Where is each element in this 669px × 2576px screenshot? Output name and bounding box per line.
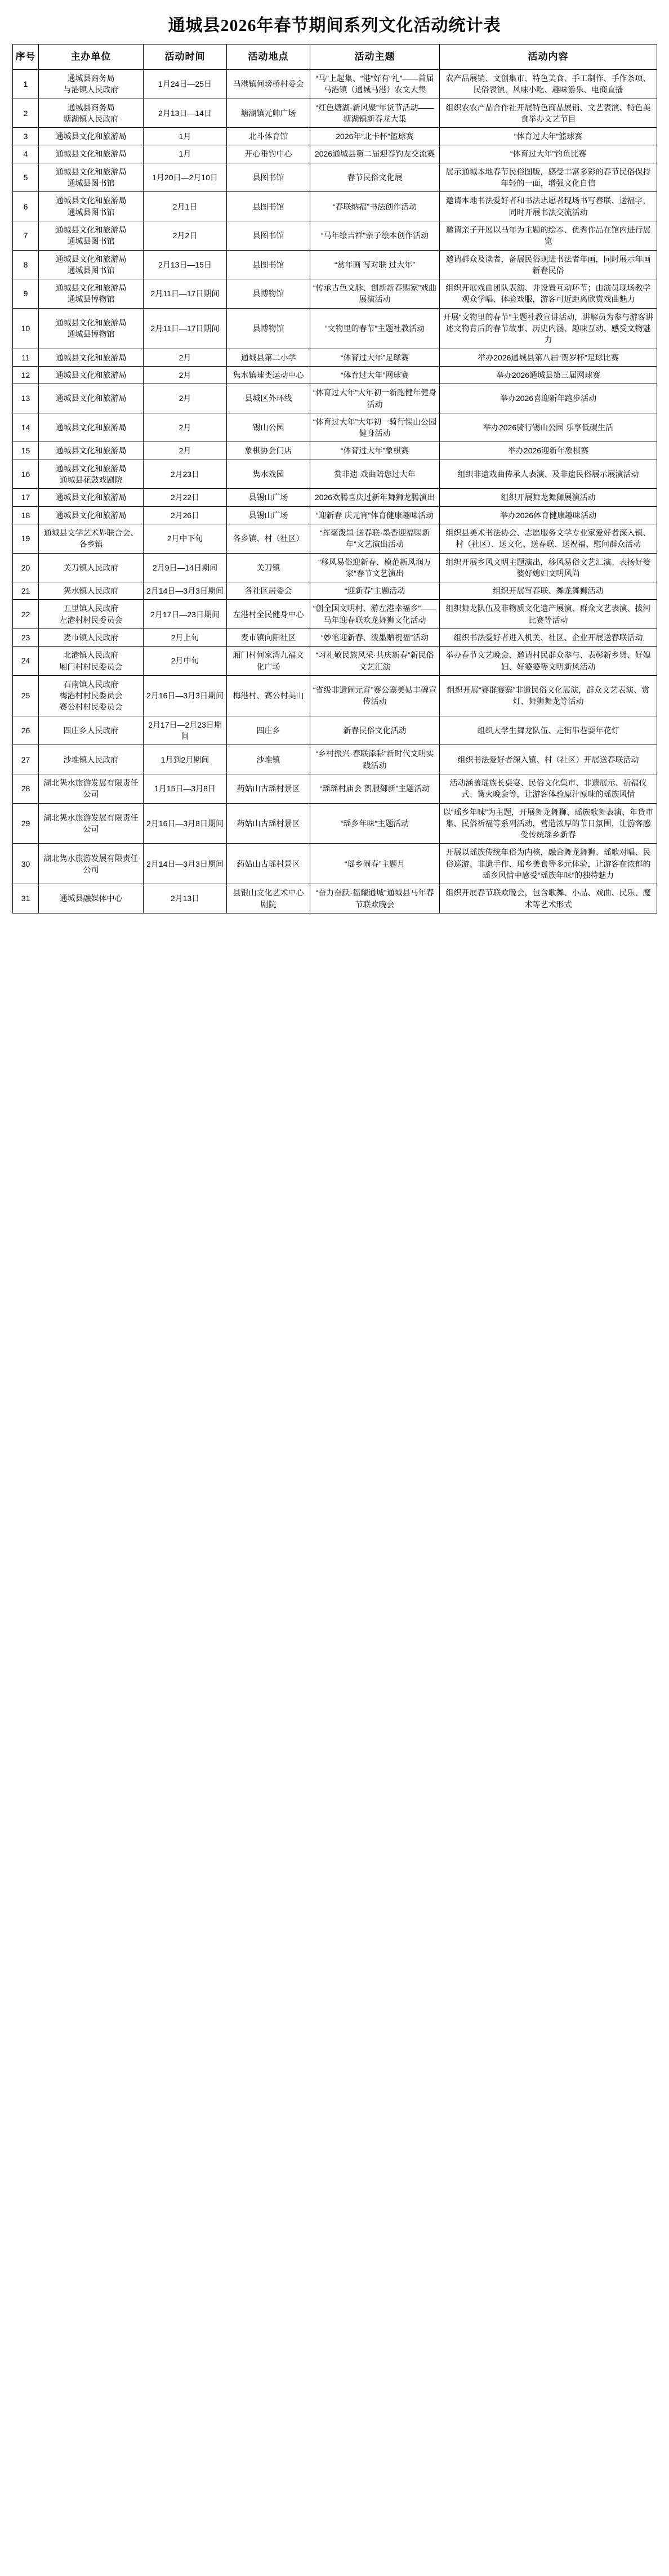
cell-place: 县博物馆 <box>227 308 310 349</box>
cell-time: 2月 <box>144 366 227 384</box>
cell-content: 组织大学生舞龙队伍、走街串巷耍年花灯 <box>440 716 657 745</box>
cell-theme: 2026通城县第二届迎春钓友交流赛 <box>310 145 440 163</box>
cell-organizer: 湖北隽水旅游发展有限责任公司 <box>39 803 144 844</box>
cell-place: 县锡山广场 <box>227 489 310 506</box>
cell-time: 2月14日—3月3日期间 <box>144 582 227 600</box>
cell-index: 14 <box>13 413 39 442</box>
cell-time: 2月13日—15日 <box>144 250 227 279</box>
cell-organizer: 湖北隽水旅游发展有限责任公司 <box>39 774 144 803</box>
table-row <box>13 524 657 553</box>
table-row <box>13 349 657 366</box>
cell-time: 2月中旬 <box>144 647 227 676</box>
table-row <box>13 70 657 99</box>
cell-index: 8 <box>13 250 39 279</box>
cell-index: 31 <box>13 884 39 913</box>
cell-content: “体育过大年”钓鱼比赛 <box>440 145 657 163</box>
cell-theme: “体育过大年”足球赛 <box>310 349 440 366</box>
cell-theme: “创全国文明村、游左港幸福乡”——马年迎春联欢龙舞狮文化活动 <box>310 600 440 629</box>
cell-place: 各乡镇、村（社区） <box>227 524 310 553</box>
cell-time: 2月2日 <box>144 221 227 250</box>
column-header-content: 活动内容 <box>440 44 657 70</box>
cell-place: 县图书馆 <box>227 163 310 192</box>
cell-organizer: 隽水镇人民政府 <box>39 582 144 600</box>
cell-theme: “乡村振兴·春联添彩”新时代文明实践活动 <box>310 745 440 774</box>
table-body <box>13 70 657 913</box>
table-row <box>13 413 657 442</box>
cell-time: 2月26日 <box>144 506 227 524</box>
cell-content: 邀请群众及读者，备展民俗现进书法者年画，同时展示年画新春民俗 <box>440 250 657 279</box>
cell-place: 北斗体育馆 <box>227 128 310 145</box>
cell-index: 23 <box>13 629 39 646</box>
cell-place: 关刀镇 <box>227 553 310 582</box>
cell-index: 27 <box>13 745 39 774</box>
cell-theme: “挥毫泼墨 送春联·墨香迎福赐新年”文艺演出活动 <box>310 524 440 553</box>
cell-time: 2月11日—17日期间 <box>144 279 227 309</box>
cell-content: 组织书法爱好者进入机关、社区、企业开展送春联活动 <box>440 629 657 646</box>
cell-content: 举办2026骑行锡山公园 乐享低碳生活 <box>440 413 657 442</box>
cell-time: 1月到2月期间 <box>144 745 227 774</box>
cell-time: 1月24日—25日 <box>144 70 227 99</box>
table-row <box>13 163 657 192</box>
cell-content: 组织开展春节联欢晚会，包含歌舞、小品、戏曲、民乐、魔术等艺术形式 <box>440 884 657 913</box>
cell-index: 7 <box>13 221 39 250</box>
table-row <box>13 716 657 745</box>
cell-theme: “奋力奋跃·福耀通城”通城县马年春节联欢晚会 <box>310 884 440 913</box>
cell-index: 2 <box>13 99 39 128</box>
cell-theme: “马”上起集、“港”好有“礼”——首届马港镇（通城马港）农文大集 <box>310 70 440 99</box>
table-header-row <box>13 44 657 70</box>
table-row <box>13 145 657 163</box>
cell-index: 11 <box>13 349 39 366</box>
table-row <box>13 221 657 250</box>
cell-index: 22 <box>13 600 39 629</box>
cell-organizer: 通城县文化和旅游局 <box>39 506 144 524</box>
cell-organizer: 麦市镇人民政府 <box>39 629 144 646</box>
cell-index: 30 <box>13 844 39 884</box>
table-row <box>13 647 657 676</box>
cell-organizer: 北港镇人民政府 厢门村村民委员会 <box>39 647 144 676</box>
cell-theme: “瑶乡闹春”主题月 <box>310 844 440 884</box>
cell-place: 四庄乡 <box>227 716 310 745</box>
cell-organizer: 通城县文化和旅游局 <box>39 489 144 506</box>
cell-organizer: 通城县商务局 与港镇人民政府 <box>39 70 144 99</box>
cell-index: 25 <box>13 675 39 716</box>
cell-theme: “妙笔迎新春、泼墨赠祝福”活动 <box>310 629 440 646</box>
cell-index: 18 <box>13 506 39 524</box>
cell-index: 16 <box>13 460 39 489</box>
cell-organizer: 通城县文化和旅游局 通城县博物馆 <box>39 308 144 349</box>
cell-organizer: 通城县文化和旅游局 通城县花鼓戏剧院 <box>39 460 144 489</box>
cell-organizer: 通城县商务局 塘湖镇人民政府 <box>39 99 144 128</box>
cell-index: 29 <box>13 803 39 844</box>
cell-theme: 春节民俗文化展 <box>310 163 440 192</box>
cell-time: 2月1日 <box>144 192 227 221</box>
cell-theme: “瑶乡年味”主题活动 <box>310 803 440 844</box>
cell-theme: 赏非遗·戏曲陪您过大年 <box>310 460 440 489</box>
table-row <box>13 489 657 506</box>
cell-content: 以“瑶乡年味”为主题，开展舞龙舞狮、瑶族歌舞表演、年货市集、民俗祈福等系列活动，营造浓厚的节日氛围，让游客感受传统瑶乡新春 <box>440 803 657 844</box>
table-row <box>13 192 657 221</box>
cell-content: 举办2026通城县第八届“贺岁杯”足球比赛 <box>440 349 657 366</box>
cell-organizer: 通城县文化和旅游局 通城县图书馆 <box>39 221 144 250</box>
cell-index: 12 <box>13 366 39 384</box>
table-row <box>13 774 657 803</box>
cell-time: 2月23日 <box>144 460 227 489</box>
cell-time: 2月 <box>144 349 227 366</box>
cell-time: 1月20日—2月10日 <box>144 163 227 192</box>
table-row <box>13 128 657 145</box>
cell-theme: “移风易俗迎新春、模范新风润万家”春节文艺演出 <box>310 553 440 582</box>
cell-theme: “迎新春 庆元宵”体育健康趣味活动 <box>310 506 440 524</box>
cell-theme: “瑶瑶村庙会 贺服御新”主题活动 <box>310 774 440 803</box>
cell-time: 2月9日—14日期间 <box>144 553 227 582</box>
cell-place: 县图书馆 <box>227 192 310 221</box>
column-header-index: 序号 <box>13 44 39 70</box>
cell-content: 开展以瑶族传统年俗为内核，融合舞龙舞狮、瑶歌对唱、民俗巡游、非遗手作、瑶乡美食等多元体验，让游客在浓郁的瑶乡风情中感受“瑶族年味”的独特魅力 <box>440 844 657 884</box>
cell-content: 开展“文物里的春节”主题社教宣讲活动，讲解员为参与游客讲述文物背后的春节故事、历史内涵、趣味互动、感受文物魅力 <box>440 308 657 349</box>
cell-index: 28 <box>13 774 39 803</box>
cell-organizer: 通城县文化和旅游局 通城县图书馆 <box>39 163 144 192</box>
cell-theme: “马年绘吉祥”亲子绘本创作活动 <box>310 221 440 250</box>
table-row <box>13 250 657 279</box>
cell-place: 药姑山古瑶村景区 <box>227 844 310 884</box>
cell-theme: “春联纳福”书法创作活动 <box>310 192 440 221</box>
column-header-time: 活动时间 <box>144 44 227 70</box>
cell-content: 组织书法爱好者深入镇、村（社区）开展送春联活动 <box>440 745 657 774</box>
cell-content: 举办2026体育健康趣味活动 <box>440 506 657 524</box>
cell-index: 9 <box>13 279 39 309</box>
cell-content: 组织开展舞龙舞狮展演活动 <box>440 489 657 506</box>
cell-content: 举办春节文艺晚会、邀请村民群众参与、表彰新乡贤、好媳妇、好婆婆等文明新风活动 <box>440 647 657 676</box>
page-title: 通城县2026年春节期间系列文化活动统计表 <box>168 16 501 35</box>
cell-time: 1月 <box>144 145 227 163</box>
cell-organizer: 四庄乡人民政府 <box>39 716 144 745</box>
cell-time: 2月16日—3月3日期间 <box>144 675 227 716</box>
table-row <box>13 366 657 384</box>
cell-organizer: 通城县文化和旅游局 通城县图书馆 <box>39 192 144 221</box>
cell-place: 沙堆镇 <box>227 745 310 774</box>
cell-organizer: 通城县文化和旅游局 <box>39 413 144 442</box>
cell-index: 10 <box>13 308 39 349</box>
cell-theme: “赏年画 写对联 过大年” <box>310 250 440 279</box>
cell-content: 组织舞龙队伍及非物质文化遗产展演、群众文艺表演、拔河比赛等活动 <box>440 600 657 629</box>
cell-content: 组织开展“赛群赛寨”非遗民俗文化展演，群众文艺表演、赏灯、舞狮舞龙等活动 <box>440 675 657 716</box>
table-row <box>13 582 657 600</box>
cell-index: 24 <box>13 647 39 676</box>
cell-content: 组织农农产品合作社开展特色商品展销、文艺表演、特色美食举办文艺节目 <box>440 99 657 128</box>
cell-theme: “迎新春”主题活动 <box>310 582 440 600</box>
cell-index: 17 <box>13 489 39 506</box>
cell-content: 举办2026通城县第三届网球赛 <box>440 366 657 384</box>
cell-index: 13 <box>13 384 39 413</box>
cell-place: 锡山公园 <box>227 413 310 442</box>
cell-place: 象棋协会门店 <box>227 442 310 460</box>
cell-index: 26 <box>13 716 39 745</box>
cell-content: 举办2026喜迎新年跑步活动 <box>440 384 657 413</box>
cell-place: 县图书馆 <box>227 221 310 250</box>
table-row <box>13 884 657 913</box>
cell-place: 隽水戏园 <box>227 460 310 489</box>
cell-content: 举办2026迎新年象棋赛 <box>440 442 657 460</box>
cell-time: 1月15日—3月8日 <box>144 774 227 803</box>
cell-place: 厢门村何家湾九福文化广场 <box>227 647 310 676</box>
cell-theme: “体育过大年”大年初一骑行锡山公园健身活动 <box>310 413 440 442</box>
cell-place: 塘湖镇元帅广场 <box>227 99 310 128</box>
cell-theme: “省级非遗闹元宵”赛公寨美姑丰碑宣传活动 <box>310 675 440 716</box>
cell-time: 2月 <box>144 442 227 460</box>
cell-organizer: 湖北隽水旅游发展有限责任公司 <box>39 844 144 884</box>
table-row <box>13 629 657 646</box>
table-row <box>13 553 657 582</box>
cell-content: 展示通城本地春节民俗图版，感受丰富多彩的春节民俗保持年轻的一面，增强文化自信 <box>440 163 657 192</box>
cell-theme: “体育过大年”网球赛 <box>310 366 440 384</box>
cell-organizer: 沙堆镇人民政府 <box>39 745 144 774</box>
cell-place: 通城县第二小学 <box>227 349 310 366</box>
cell-place: 县银山文化艺术中心剧院 <box>227 884 310 913</box>
cell-index: 1 <box>13 70 39 99</box>
cell-time: 1月 <box>144 128 227 145</box>
table-row <box>13 279 657 309</box>
cell-organizer: 通城县文化和旅游局 <box>39 366 144 384</box>
cell-theme: “体育过大年”大年初一新跑健年健身活动 <box>310 384 440 413</box>
table-row <box>13 460 657 489</box>
table-row <box>13 803 657 844</box>
cell-organizer: 石南镇人民政府 梅港村村民委员会 赛公村村民委员会 <box>39 675 144 716</box>
cell-content: 组织县美术书法协会、志愿服务文学专业家爱好者深入镇、村（社区）、送文化、送春联、送祝福、慰问群众活动 <box>440 524 657 553</box>
column-header-place: 活动地点 <box>227 44 310 70</box>
cell-place: 县博物馆 <box>227 279 310 309</box>
cell-place: 隽水镇球类运动中心 <box>227 366 310 384</box>
cell-index: 3 <box>13 128 39 145</box>
cell-content: 组织开展乡风文明主题演出，移风易俗文艺汇演、表扬好婆婆好媳妇文明风尚 <box>440 553 657 582</box>
cell-time: 2月上旬 <box>144 629 227 646</box>
cell-organizer: 通城县文学艺术界联合会、各乡镇 <box>39 524 144 553</box>
document-page <box>0 0 669 930</box>
table-row <box>13 675 657 716</box>
cell-organizer: 通城县文化和旅游局 <box>39 145 144 163</box>
cell-content: 邀请本地书法爱好者和书法志愿者现场书写春联、送福字，同时开展书法交流活动 <box>440 192 657 221</box>
table-row <box>13 99 657 128</box>
table-row <box>13 308 657 349</box>
cell-time: 2月16日—3月8日期间 <box>144 803 227 844</box>
cell-organizer: 五里镇人民政府 左港村村民委员会 <box>39 600 144 629</box>
cell-place: 县图书馆 <box>227 250 310 279</box>
cell-place: 各社区居委会 <box>227 582 310 600</box>
cell-time: 2月14日—3月3日期间 <box>144 844 227 884</box>
cell-theme: “传承古色文脉、创新新春赐家”戏曲展演活动 <box>310 279 440 309</box>
cell-place: 药姑山古瑶村景区 <box>227 803 310 844</box>
cell-organizer: 通城县文化和旅游局 通城县图书馆 <box>39 250 144 279</box>
table-row <box>13 506 657 524</box>
cell-index: 5 <box>13 163 39 192</box>
cell-organizer: 通城县文化和旅游局 <box>39 128 144 145</box>
cell-place: 马港镇何塝桥村委会 <box>227 70 310 99</box>
cell-place: 梅港村、赛公村美山 <box>227 675 310 716</box>
cell-index: 4 <box>13 145 39 163</box>
cell-place: 麦市镇向阳社区 <box>227 629 310 646</box>
cell-content: 组织非遗戏曲传承人表演、及非遗民俗展示展演活动 <box>440 460 657 489</box>
cell-place: 开心垂钓中心 <box>227 145 310 163</box>
cell-content: 邀请亲子开展以马年为主题的绘本、优秀作品在馆内进行展览 <box>440 221 657 250</box>
cell-theme: “红色塘湖·新风聚”年货节活动——塘湖镇新春龙大集 <box>310 99 440 128</box>
cell-organizer: 通城县文化和旅游局 <box>39 384 144 413</box>
cell-index: 19 <box>13 524 39 553</box>
cell-theme: 2026欢腾喜庆过新年舞狮龙腾演出 <box>310 489 440 506</box>
cell-time: 2月中下旬 <box>144 524 227 553</box>
column-header-theme: 活动主题 <box>310 44 440 70</box>
table-row <box>13 745 657 774</box>
cell-time: 2月17日—23日期间 <box>144 600 227 629</box>
cell-place: 左港村全民健身中心 <box>227 600 310 629</box>
cell-time: 2月13日—14日 <box>144 99 227 128</box>
cell-place: 县城区外环线 <box>227 384 310 413</box>
cell-organizer: 通城县文化和旅游局 通城县博物馆 <box>39 279 144 309</box>
cell-index: 15 <box>13 442 39 460</box>
cell-theme: “文物里的春节”主题社教活动 <box>310 308 440 349</box>
table-row <box>13 844 657 884</box>
cell-organizer: 通城县文化和旅游局 <box>39 349 144 366</box>
cell-content: 活动涵盖瑶族长桌宴、民俗文化集市、非遗展示、祈福仪式、篝火晚会等，让游客体验原汁原味的瑶族风情 <box>440 774 657 803</box>
cell-theme: “体育过大年”象棋赛 <box>310 442 440 460</box>
cell-time: 2月17日—2月23日期间 <box>144 716 227 745</box>
cell-time: 2月11日—17日期间 <box>144 308 227 349</box>
cell-time: 2月13日 <box>144 884 227 913</box>
cell-organizer: 关刀镇人民政府 <box>39 553 144 582</box>
cell-content: 组织开展戏曲团队表演、并设置互动环节；由演员现场教学观众学唱、体验戏服，游客可近距离欣赏戏曲魅力 <box>440 279 657 309</box>
cell-index: 21 <box>13 582 39 600</box>
table-row <box>13 384 657 413</box>
cell-content: “体育过大年”篮球赛 <box>440 128 657 145</box>
table-row <box>13 600 657 629</box>
cell-index: 20 <box>13 553 39 582</box>
cell-time: 2月 <box>144 384 227 413</box>
cell-organizer: 通城县文化和旅游局 <box>39 442 144 460</box>
activity-statistics-table <box>12 44 657 913</box>
column-header-organizer: 主办单位 <box>39 44 144 70</box>
cell-theme: 2026年“北卡杯”篮球赛 <box>310 128 440 145</box>
cell-content: 组织开展写春联、舞龙舞狮活动 <box>440 582 657 600</box>
cell-content: 农产品展销、文创集市、特色美食、手工制作、手作条项、民俗表演、风味小吃、趣味游乐、电商直播 <box>440 70 657 99</box>
cell-index: 6 <box>13 192 39 221</box>
cell-theme: “习礼敬民族风采·共庆新春”新民俗文艺汇演 <box>310 647 440 676</box>
cell-place: 县锡山广场 <box>227 506 310 524</box>
table-row <box>13 442 657 460</box>
cell-time: 2月22日 <box>144 489 227 506</box>
cell-time: 2月 <box>144 413 227 442</box>
cell-theme: 新春民俗文化活动 <box>310 716 440 745</box>
cell-place: 药姑山古瑶村景区 <box>227 774 310 803</box>
cell-organizer: 通城县融媒体中心 <box>39 884 144 913</box>
